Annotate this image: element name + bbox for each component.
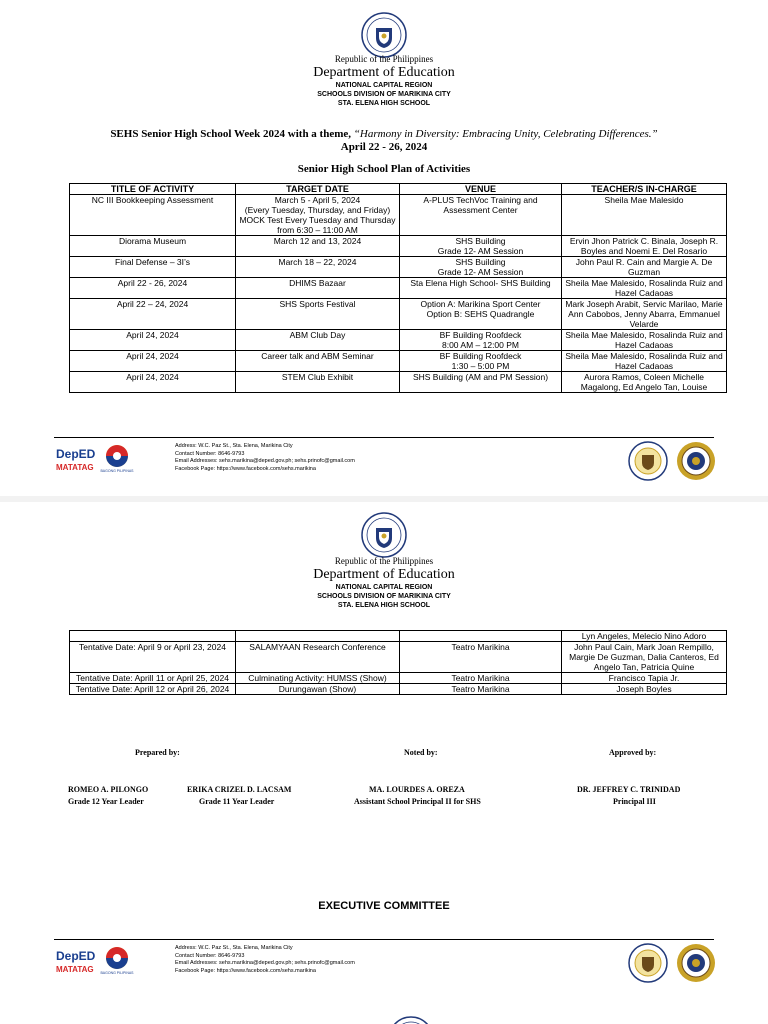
signatory-name: DR. JEFFREY C. TRINIDAD (577, 785, 681, 794)
cell-date: ABM Club Day (236, 330, 400, 351)
header-venue: VENUE (400, 184, 562, 195)
cell-title: April 22 - 26, 2024 (70, 278, 236, 299)
cell-teachers: Aurora Ramos, Coleen Michelle Magalong, Ed Angelo Tan, Louise (562, 372, 727, 393)
republic-line: Republic of the Philippines (334, 54, 434, 64)
footer-facebook: Facebook Page: https://www.facebook.com/sehs.marikina (175, 465, 316, 472)
shs-seal-icon (676, 943, 716, 983)
cell-teachers: Joseph Boyles (562, 684, 727, 695)
region-line: NATIONAL CAPITAL REGION (335, 82, 433, 89)
bagong-pilipinas-logo-icon (100, 945, 134, 975)
title-theme: “Harmony in Diversity: Embracing Unity, Celebrating Differences.” (353, 128, 658, 140)
cell-venue: Option A: Marikina Sport Center Option B: SEHS Quadrangle (400, 299, 562, 330)
cell-venue: Sta Elena High School- SHS Building (400, 278, 562, 299)
cell-date: March 18 – 22, 2024 (236, 257, 400, 278)
matatag-logo-text: MATATAG (56, 463, 94, 472)
header-title: TITLE OF ACTIVITY (70, 184, 236, 195)
department-name: Department of Education (313, 65, 455, 80)
cell-title: Final Defense – 3I’s (70, 257, 236, 278)
signatory-name: MA. LOURDES A. OREZA (369, 785, 465, 794)
school-line: STA. ELENA HIGH SCHOOL (337, 100, 431, 107)
shs-seal-icon (676, 441, 716, 481)
document-page-2 (0, 502, 768, 1024)
deped-logo-text: DepED (56, 447, 95, 461)
table-row (70, 351, 727, 372)
table-row (70, 278, 727, 299)
footer-address: Address: W.C. Paz St., Sta. Elena, Marikina City (175, 443, 293, 449)
table-row (70, 631, 727, 642)
footer-facebook: Facebook Page: https://www.facebook.com/sehs.marikina (175, 967, 316, 974)
table-row (70, 299, 727, 330)
header-teachers: TEACHER/S IN-CHARGE (562, 184, 727, 195)
cell-title (70, 631, 236, 642)
table-row (70, 673, 727, 684)
cell-teachers: Francisco Tapia Jr. (562, 673, 727, 684)
cell-venue: Teatro Marikina (400, 684, 562, 695)
plan-heading: Senior High School Plan of Activities (297, 163, 471, 175)
footer-contact-number: Contact Number: 8646-9793 (175, 450, 245, 457)
cell-title: Diorama Museum (70, 236, 236, 257)
cell-teachers: Sheila Mae Malesido (562, 195, 727, 236)
table-row (70, 684, 727, 695)
cell-venue: SHS Building (AM and PM Session) (400, 372, 562, 393)
signatory-title: Principal III (613, 797, 656, 806)
cell-title: April 24, 2024 (70, 372, 236, 393)
cell-title: April 24, 2024 (70, 351, 236, 372)
cell-venue: SHS Building Grade 12- AM Session (400, 257, 562, 278)
school-line: STA. ELENA HIGH SCHOOL (337, 602, 431, 609)
table-row (70, 257, 727, 278)
deped-seal-icon (388, 1016, 434, 1024)
cell-venue (400, 631, 562, 642)
footer-contact-number: Contact Number: 8646-9793 (175, 952, 245, 959)
table-row (70, 642, 727, 673)
cell-date: Durungawan (Show) (236, 684, 400, 695)
cell-date: March 12 and 13, 2024 (236, 236, 400, 257)
cell-title: Tentative Date: Aprill 12 or April 26, 2024 (70, 684, 236, 695)
cell-teachers: Mark Joseph Arabit, Servic Marilao, Marie Ann Cabobos, Jenny Abarra, Emmanuel Velarde (562, 299, 727, 330)
footer-divider (54, 939, 714, 940)
deped-matatag-logo-icon (55, 946, 95, 976)
title-prefix: SEHS Senior High School Week 2024 with a theme, (110, 128, 354, 140)
cell-venue: BF Building Roofdeck 8:00 AM – 12:00 PM (400, 330, 562, 351)
bagong-pilipinas-text: BAGONG PILIPINAS (100, 971, 134, 975)
department-name: Department of Education (313, 567, 455, 582)
event-dates: April 22 - 26, 2024 (340, 141, 428, 153)
cell-date: DHIMS Bazaar (236, 278, 400, 299)
region-line: NATIONAL CAPITAL REGION (335, 584, 433, 591)
bagong-pilipinas-text: BAGONG PILIPINAS (100, 469, 134, 473)
cell-date: STEM Club Exhibit (236, 372, 400, 393)
cell-title: NC III Bookkeeping Assessment (70, 195, 236, 236)
table-row (70, 372, 727, 393)
cell-teachers: Sheila Mae Malesido, Rosalinda Ruiz and Hazel Cadaoas (562, 330, 727, 351)
table-header-row (70, 184, 727, 195)
activities-table-continued (69, 630, 727, 695)
cell-venue: SHS Building Grade 12- AM Session (400, 236, 562, 257)
activities-table (69, 183, 727, 393)
table-row (70, 195, 727, 236)
cell-title: Tentative Date: Aprill 11 or April 25, 2024 (70, 673, 236, 684)
document-page-3-peek (0, 1012, 768, 1024)
signatory-title: Grade 12 Year Leader (68, 797, 144, 806)
cell-venue: A-PLUS TechVoc Training and Assessment Center (400, 195, 562, 236)
footer-divider (54, 437, 714, 438)
header-date: TARGET DATE (236, 184, 400, 195)
document-page-1 (0, 0, 768, 496)
division-line: SCHOOLS DIVISION OF MARIKINA CITY (317, 91, 451, 98)
cell-venue: Teatro Marikina (400, 642, 562, 673)
cell-date (236, 631, 400, 642)
school-seal-icon (628, 943, 668, 983)
cell-venue: BF Building Roofdeck 1:30 – 5:00 PM (400, 351, 562, 372)
cell-date: SALAMYAAN Research Conference (236, 642, 400, 673)
cell-title: Tentative Date: April 9 or April 23, 2024 (70, 642, 236, 673)
deped-seal-icon (361, 12, 407, 58)
event-title (0, 128, 768, 154)
signatory-name: ROMEO A. PILONGO (68, 785, 149, 794)
cell-date: Culminating Activity: HUMSS (Show) (236, 673, 400, 684)
cell-title: April 24, 2024 (70, 330, 236, 351)
deped-matatag-logo-icon (55, 444, 95, 474)
footer-contact-block (175, 443, 355, 473)
noted-by-label: Noted by: (404, 748, 438, 757)
cell-teachers: Sheila Mae Malesido, Rosalinda Ruiz and Hazel Cadaoas (562, 351, 727, 372)
footer-email: Email Addresses: sehs.marikina@deped.gov.ph; sehs.prinofc@gmail.com (175, 960, 355, 966)
republic-line: Republic of the Philippines (334, 556, 434, 566)
footer-address: Address: W.C. Paz St., Sta. Elena, Marikina City (175, 945, 293, 951)
bagong-pilipinas-logo-icon (100, 443, 134, 473)
cell-title: April 22 – 24, 2024 (70, 299, 236, 330)
cell-venue: Teatro Marikina (400, 673, 562, 684)
footer-contact-block (175, 945, 355, 975)
table-row (70, 330, 727, 351)
signatory-title: Grade 11 Year Leader (199, 797, 275, 806)
deped-seal-icon (361, 512, 407, 558)
signatory-title: Assistant School Principal II for SHS (354, 797, 481, 806)
cell-date: March 5 - April 5, 2024 (Every Tuesday, Thursday, and Friday) MOCK Test Every Tuesday and Thursday from 6:30 – 11:00 AM (236, 195, 400, 236)
footer-email: Email Addresses: sehs.marikina@deped.gov.ph; sehs.prinofc@gmail.com (175, 458, 355, 464)
executive-committee-heading: EXECUTIVE COMMITTEE (318, 900, 450, 912)
matatag-logo-text: MATATAG (56, 965, 94, 974)
cell-date: Career talk and ABM Seminar (236, 351, 400, 372)
cell-teachers: John Paul Cain, Mark Joan Rempillo, Margie De Guzman, Dalia Canteros, Ed Angelo Tan, Patricia Quine (562, 642, 727, 673)
table-row (70, 236, 727, 257)
cell-teachers: Lyn Angeles, Melecio Nino Adoro (562, 631, 727, 642)
school-seal-icon (628, 441, 668, 481)
signatory-name: ERIKA CRIZEL D. LACSAM (187, 785, 292, 794)
division-line: SCHOOLS DIVISION OF MARIKINA CITY (317, 593, 451, 600)
cell-teachers: Ervin Jhon Patrick C. Binala, Joseph R. Boyles and Noemi E. Del Rosario (562, 236, 727, 257)
cell-teachers: Sheila Mae Malesido, Rosalinda Ruiz and Hazel Cadaoas (562, 278, 727, 299)
prepared-by-label: Prepared by: (135, 748, 180, 757)
approved-by-label: Approved by: (609, 748, 657, 757)
cell-teachers: John Paul R. Cain and Margie A. De Guzman (562, 257, 727, 278)
deped-logo-text: DepED (56, 949, 95, 963)
cell-date: SHS Sports Festival (236, 299, 400, 330)
